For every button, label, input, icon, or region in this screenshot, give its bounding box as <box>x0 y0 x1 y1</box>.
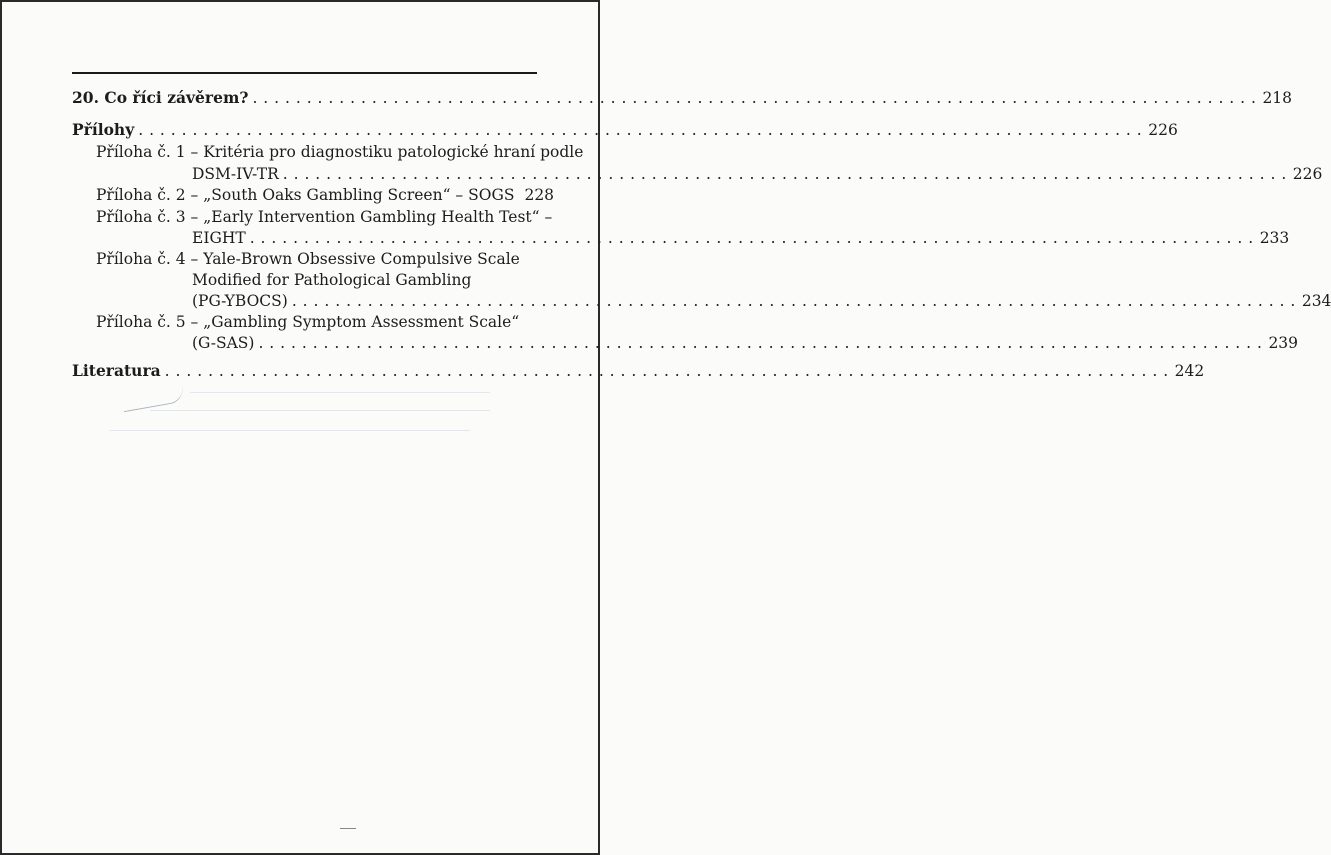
leader-dots <box>283 163 1287 185</box>
toc-entry-priloha-1-line-2 <box>192 163 1323 185</box>
toc-entry-page: 239 <box>1268 334 1299 352</box>
toc-entry-priloha-2 <box>96 184 555 206</box>
toc-entry-title: Přílohy <box>72 120 135 139</box>
toc-entry-literatura <box>72 360 1205 382</box>
toc-entry-page: 228 <box>524 186 555 204</box>
toc-entry-page: 234 <box>1301 292 1331 310</box>
toc-entry-priloha-5-line-1 <box>96 311 536 333</box>
toc-entry-priloha-4-line-3 <box>192 290 1331 312</box>
bleed-through-line <box>150 410 490 411</box>
toc-entry-title: (G-SAS) <box>192 334 255 352</box>
toc-entry-priloha-4-line-1 <box>96 248 536 270</box>
toc-entry-title: EIGHT <box>192 229 246 247</box>
toc-entry-chapter-20 <box>72 87 1293 109</box>
toc-entry-page: 233 <box>1259 229 1290 247</box>
toc-entry-priloha-4-line-2 <box>192 269 538 291</box>
toc-entry-prilohy <box>72 119 1178 141</box>
toc-entry-priloha-1-line-1 <box>96 141 584 163</box>
toc-entry-title: Příloha č. 3 – „Early Intervention Gambling Health Test“ – <box>96 208 553 226</box>
bleed-through-line <box>110 430 470 431</box>
toc-entry-title: (PG-YBOCS) <box>192 292 288 310</box>
toc-entry-title: Modified for Pathological Gambling <box>192 271 472 289</box>
toc-entry-title: Příloha č. 1 – Kritéria pro diagnostiku patologické hraní podle <box>96 143 584 161</box>
leader-dots <box>258 332 1262 354</box>
toc-entry-priloha-5-line-2 <box>192 332 1299 354</box>
bleed-through-line <box>190 392 490 393</box>
leader-dots <box>252 87 1256 109</box>
toc-entry-title: DSM-IV-TR <box>192 165 279 183</box>
leader-dots <box>250 227 1254 249</box>
toc-entry-title: Literatura <box>72 361 161 380</box>
toc-entry-page: 226 <box>1292 165 1323 183</box>
toc-entry-title: Příloha č. 5 – „Gambling Symptom Assessment Scale“ <box>96 313 520 331</box>
page-mark <box>340 828 356 829</box>
toc-entry-title: 20. Co říci závěrem? <box>72 88 249 107</box>
toc-entry-page: 242 <box>1174 362 1205 380</box>
top-rule <box>72 72 537 74</box>
leader-dots <box>138 119 1142 141</box>
leader-dots <box>165 360 1169 382</box>
toc-entry-page: 226 <box>1148 121 1178 139</box>
toc-entry-priloha-3-line-2 <box>192 227 1290 249</box>
pencil-stroke <box>121 387 185 413</box>
toc-entry-title: Příloha č. 2 – „South Oaks Gambling Screen“ – SOGS <box>96 186 515 204</box>
toc-entry-priloha-3-line-1 <box>96 206 553 228</box>
toc-entry-title: Příloha č. 4 – Yale-Brown Obsessive Compulsive Scale <box>96 250 520 268</box>
leader-dots <box>292 290 1296 312</box>
toc-entry-page: 218 <box>1262 89 1293 107</box>
